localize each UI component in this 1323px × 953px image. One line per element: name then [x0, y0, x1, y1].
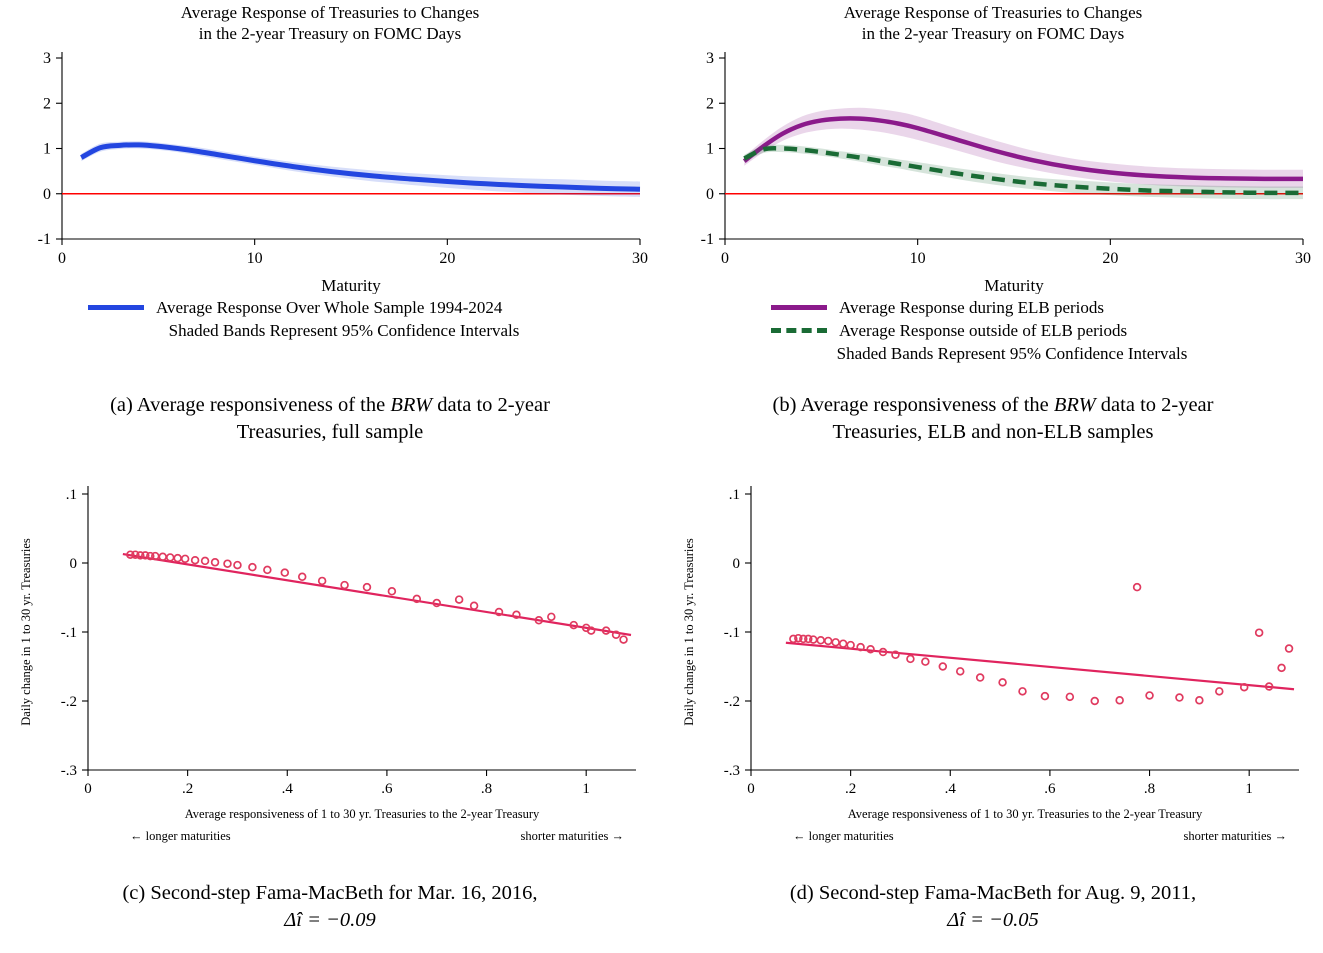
scatter-point: [817, 637, 824, 644]
scatter-point: [1066, 693, 1073, 700]
y-tick-label: .1: [65, 487, 77, 503]
panel-b-title-line1: Average Response of Treasuries to Changes: [843, 3, 1143, 22]
scatter-point: [1042, 693, 1049, 700]
regression-fit-line: [123, 554, 631, 635]
panel-a-caption: [0, 392, 660, 454]
panel-b-plot: [663, 44, 1323, 294]
x-tick-label: 10: [909, 250, 926, 267]
scatter-point: [212, 559, 219, 566]
legend-swatch-solid: [771, 305, 827, 310]
scatter-point: [281, 569, 288, 576]
panel-d-caption-line1: (d) Second-step Fama-MacBeth for Aug. 9, 2011,: [789, 882, 1197, 904]
panel-c-svg: [0, 470, 660, 850]
panel-b-caption-italic: BRW: [1053, 394, 1096, 416]
x-axis-label: Maturity: [321, 276, 381, 294]
x-tick-label: .8: [1143, 781, 1156, 797]
scatter-point: [939, 663, 946, 670]
scatter-point: [999, 679, 1006, 686]
panel-d-caption: [663, 880, 1323, 946]
legend-swatch-solid: [88, 305, 144, 310]
scatter-point: [1196, 697, 1203, 704]
x-tick-label: 1: [1245, 781, 1253, 797]
scatter-point: [388, 588, 395, 595]
y-tick-label: -1: [700, 231, 714, 248]
panel-b-caption: [663, 392, 1323, 454]
panel-c: [0, 470, 660, 860]
panel-b-caption-line2: Treasuries, ELB and non-ELB samples: [832, 421, 1154, 443]
y-tick-label: 3: [43, 50, 51, 67]
scatter-point: [364, 584, 371, 591]
scatter-point: [1216, 688, 1223, 695]
x-tick-label: .8: [480, 781, 493, 797]
x-tick-label: .2: [182, 781, 194, 797]
panel-b: [663, 0, 1323, 390]
scatter-point: [1134, 584, 1141, 591]
legend-swatch-dashed: [771, 328, 827, 333]
scatter-point: [907, 656, 914, 663]
x-axis-title: Average responsiveness of 1 to 30 yr. Treasuries to the 2-year Treasury: [184, 807, 540, 821]
y-tick-label: 3: [706, 50, 714, 67]
scatter-point: [832, 639, 839, 646]
x-tick-label: 30: [632, 250, 648, 267]
x-tick-label: 1: [582, 781, 590, 797]
x-tick-label: 0: [747, 781, 755, 797]
scatter-point: [264, 567, 271, 574]
legend-entry: [663, 296, 1323, 319]
y-tick-label: -.3: [60, 763, 77, 779]
legend-entry: [663, 319, 1323, 342]
legend-entry: [0, 296, 660, 319]
panel-a-legend: [0, 296, 660, 342]
panel-d-caption-line2: Δî = −0.05: [947, 909, 1039, 931]
panel-a-title: [0, 2, 660, 44]
x-tick-label: 20: [1102, 250, 1119, 267]
scatter-point: [319, 578, 326, 585]
legend-label: Average Response during ELB periods: [839, 298, 1105, 317]
scatter-point: [548, 613, 555, 620]
panel-b-legend: [663, 296, 1323, 365]
panel-a-caption-line2: Treasuries, full sample: [236, 421, 424, 443]
y-tick-label: -1: [37, 231, 51, 248]
scatter-point: [471, 602, 478, 609]
y-tick-label: 0: [732, 556, 740, 572]
y-tick-label: 2: [43, 95, 51, 113]
panel-a-caption-italic: BRW: [390, 394, 433, 416]
panel-b-svg: [663, 44, 1323, 294]
scatter-point: [977, 674, 984, 681]
scatter-point: [159, 553, 166, 560]
y-tick-label: -.3: [723, 763, 740, 779]
panel-c-caption-line2: Δî = −0.09: [284, 909, 376, 931]
x-axis-note-right: shorter maturities →: [520, 829, 624, 843]
scatter-point: [234, 562, 241, 569]
panel-a-ci-note: Shaded Bands Represent 95% Confidence Intervals: [168, 321, 520, 340]
panel-b-caption-suffix: data to 2-year: [1095, 394, 1214, 416]
scatter-point: [192, 557, 199, 564]
panel-a-plot: [0, 44, 660, 294]
y-tick-label: 2: [706, 95, 714, 113]
scatter-point: [1146, 692, 1153, 699]
y-tick-label: .1: [728, 487, 740, 503]
y-tick-label: 0: [706, 185, 714, 203]
panel-b-title: [663, 2, 1323, 44]
scatter-point: [1176, 694, 1183, 701]
scatter-point: [825, 638, 832, 645]
panel-a-svg: [0, 44, 660, 294]
scatter-point: [1278, 664, 1285, 671]
x-tick-label: .2: [845, 781, 857, 797]
y-tick-label: -.2: [60, 694, 77, 710]
scatter-point: [341, 582, 348, 589]
panel-c-caption: [0, 880, 660, 946]
scatter-point: [1256, 629, 1263, 636]
scatter-point: [456, 596, 463, 603]
x-axis-note-left: ← longer maturities: [793, 829, 894, 843]
panel-d: [663, 470, 1323, 860]
y-tick-label: 0: [43, 185, 51, 203]
y-tick-label: 0: [69, 556, 77, 572]
y-tick-label: 1: [706, 140, 714, 158]
panel-a-title-line2: in the 2-year Treasury on FOMC Days: [198, 24, 462, 43]
panel-c-caption-line1: (c) Second-step Fama-MacBeth for Mar. 16, 2016,: [122, 882, 538, 904]
scatter-point: [1091, 698, 1098, 705]
scatter-point: [957, 668, 964, 675]
scatter-point: [847, 642, 854, 649]
y-tick-label: -.1: [723, 625, 740, 641]
x-axis-title: Average responsiveness of 1 to 30 yr. Treasuries to the 2-year Treasury: [847, 807, 1203, 821]
panel-d-svg: [663, 470, 1323, 850]
x-axis-label: Maturity: [984, 276, 1044, 294]
y-tick-label: -.2: [723, 694, 740, 710]
scatter-point: [1116, 697, 1123, 704]
x-tick-label: 10: [246, 250, 263, 267]
x-tick-label: 20: [439, 250, 456, 267]
panel-b-title-line2: in the 2-year Treasury on FOMC Days: [861, 24, 1125, 43]
scatter-point: [840, 640, 847, 647]
x-tick-label: 0: [721, 250, 729, 267]
x-tick-label: .4: [944, 781, 956, 797]
scatter-point: [202, 558, 209, 565]
x-tick-label: 30: [1295, 250, 1311, 267]
x-axis-note-right: shorter maturities →: [1183, 829, 1287, 843]
x-tick-label: 0: [84, 781, 92, 797]
scatter-point: [620, 636, 627, 643]
panel-a-caption-prefix: (a) Average responsiveness of the: [110, 394, 391, 416]
y-tick-label: 1: [43, 140, 51, 158]
scatter-point: [224, 560, 231, 567]
y-axis-title: Daily change in 1 to 30 yr. Treasuries: [19, 538, 33, 726]
scatter-point: [249, 564, 256, 571]
scatter-point: [182, 555, 189, 562]
scatter-point: [1019, 688, 1026, 695]
scatter-point: [299, 573, 306, 580]
panel-a: [0, 0, 660, 390]
x-tick-label: .6: [1044, 781, 1056, 797]
scatter-point: [1286, 645, 1293, 652]
y-tick-label: -.1: [60, 625, 77, 641]
x-axis-note-left: ← longer maturities: [130, 829, 231, 843]
x-tick-label: 0: [58, 250, 66, 267]
legend-label: Average Response Over Whole Sample 1994-2024: [156, 298, 503, 317]
panel-b-ci-note: Shaded Bands Represent 95% Confidence Intervals: [836, 344, 1188, 363]
scatter-point: [922, 658, 929, 665]
scatter-point: [167, 554, 174, 561]
legend-label: Average Response outside of ELB periods: [839, 321, 1128, 340]
scatter-point: [174, 555, 181, 562]
panel-a-caption-suffix: data to 2-year: [432, 394, 550, 416]
x-tick-label: .6: [381, 781, 393, 797]
x-tick-label: .4: [281, 781, 293, 797]
panel-a-title-line1: Average Response of Treasuries to Changes: [180, 3, 480, 22]
panel-b-caption-prefix: (b) Average responsiveness of the: [772, 394, 1054, 416]
y-axis-title: Daily change in 1 to 30 yr. Treasuries: [682, 538, 696, 726]
